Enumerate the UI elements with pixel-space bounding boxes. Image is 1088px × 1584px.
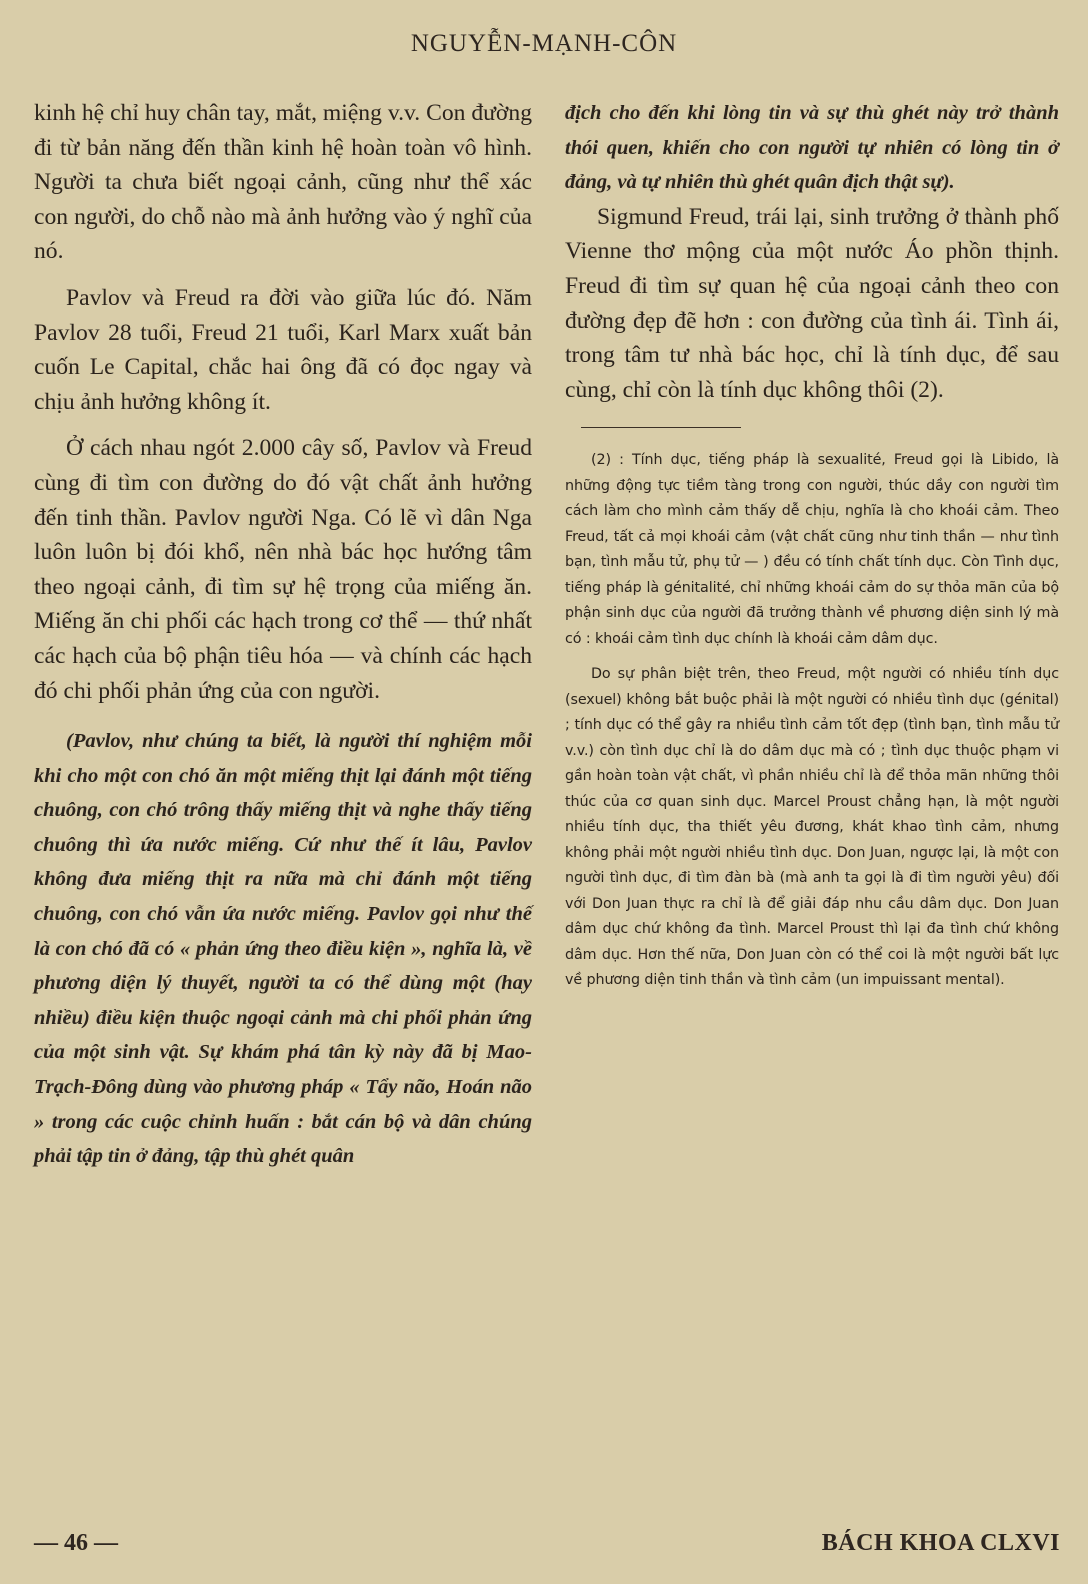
paragraph-continuation: địch cho đến khi lòng tin và sự thù ghét này trở thành thói quen, khiến cho con người tự nhiên có lòng tin ở đảng, và tự nhiên thù ghét quân địch thật sự).	[565, 102, 1059, 194]
footnote-2: Do sự phân biệt trên, theo Freud, một người có nhiều tính dục (sexuel) không bắt buộc phải là một người có nhiều tình dục (génital) ; tính dục có thể gây ra nhiều tình cảm tốt đẹp (tình bạn, tình mẫu tử v.v.) còn tình dục chỉ là do dâm dục mà có ; tình dục thuộc phạm vi gần hoàn toàn vật chất, vì phần nhiều chỉ là để thỏa mãn những thôi thúc của cơ quan sinh dục. Marcel Proust chẳng hạn, là một người nhiều tính dục, tha thiết yêu đương, khát khao tình cảm, nhưng không phải một người nhiều tình dục. Don Juan, ngược lại, là một con người tình dục, đi tìm đàn bà (mà anh ta gọi là đi tìm người yêu) đối với Don Juan thực ra chỉ là để giải đáp nhu cầu dâm dục. Don Juan dâm dục chứ không đa tình. Marcel Proust thì lại đa tình chứ không dâm dục. Hơn thế nữa, Don Juan còn có thể coi là một người bất lực về phương diện tinh thần và tình cảm (un impuissant mental).	[565, 666, 1059, 989]
journal-title: BÁCH KHOA CLXVI	[821, 1530, 1060, 1556]
paragraph-1: kinh hệ chỉ huy chân tay, mắt, miệng v.v. Con đường đi từ bản năng đến thần kinh hệ hoàn toàn vô hình. Người ta chưa biết ngoại cảnh, cũng như thể xác con người, do chỗ nào mà ảnh hưởng vào ý nghĩ của nó.	[34, 100, 532, 265]
paragraph-3: Ở cách nhau ngót 2.000 cây số, Pavlov và Freud cùng đi tìm con đường do đó vật chất ảnh hưởng đến tinh thần. Pavlov người Nga. Có lẽ vì dân Nga luôn luôn bị đói khổ, nên nhà bác học hướng tâm theo ngoại cảnh, đi tìm sự hệ trọng của miếng ăn. Miếng ăn chi phối các hạch trong cơ thể — thứ nhất các hạch của bộ phận tiêu hóa — và chính các hạch đó chi phối phản ứng của con người.	[34, 435, 532, 704]
paragraph-pavlov-aside: (Pavlov, như chúng ta biết, là người thí nghiệm mỗi khi cho một con chó ăn một miếng thịt lại đánh một tiếng chuông, con chó trông thấy miếng thịt và nghe thấy tiếng chuông thì ứa nước miếng. Cứ như thế ít lâu, Pavlov không đưa miếng thịt ra nữa mà chỉ đánh một tiếng chuông, con chó vẫn ứa nước miếng. Pavlov gọi như thế là con chó đã có « phản ứng theo điều kiện », nghĩa là, về phương diện lý thuyết, người ta có thể dùng một (hay nhiều) điều kiện thuộc ngoại cảnh mà chi phối phản ứng của một sinh vật. Sự khám phá tân kỳ này đã bị Mao-Trạch-Đông dùng vào phương pháp « Tẩy não, Hoán não » trong các cuộc chỉnh huấn : bắt cán bộ và dân chúng phải tập tin ở đảng, tập thù ghét quân	[34, 730, 532, 1168]
right-column	[565, 96, 1059, 994]
running-title: NGUYỄN-MẠNH-CÔN	[410, 30, 678, 57]
page-number: — 46 —	[34, 1530, 118, 1556]
footnote-1: (2) : Tính dục, tiếng pháp là sexualité, Freud gọi là Libido, là những động tực tiềm tàng trong con người, thúc dầy con người tìm cách làm cho mình cảm thấy dễ chịu, nghĩa là cho khoái cảm. Theo Freud, tất cả mọi khoái cảm (vật chất cũng như tinh thần — như tình bạn, tình mẫu tử, phụ tử — ) đều có tính chất tính dục. Còn Tình dục, tiếng pháp là génitalité, chỉ những khoái cảm do sự thỏa mãn của bộ phận sinh dục của người đã trưởng thành về phương diện sinh lý mà có : khoái cảm tình dục chính là khoái cảm dâm dục.	[565, 452, 1059, 647]
left-column	[34, 96, 532, 1174]
footnote-divider	[581, 427, 741, 428]
paragraph-2: Pavlov và Freud ra đời vào giữa lúc đó. Năm Pavlov 28 tuổi, Freud 21 tuổi, Karl Marx xuất bản cuốn Le Capital, chắc hai ông đã có đọc ngay và chịu ảnh hưởng không ít.	[34, 284, 532, 415]
paragraph-freud: Sigmund Freud, trái lại, sinh trưởng ở thành phố Vienne thơ mộng của một nước Áo phồn thịnh. Freud đi tìm sự quan hệ của ngoại cảnh theo con đường đẹp đẽ hơn : con đường của tình ái. Tình ái, trong tâm tư nhà bác học, chỉ là tính dục, để sau cùng, chỉ còn là tính dục không thôi (2).	[565, 203, 1059, 403]
